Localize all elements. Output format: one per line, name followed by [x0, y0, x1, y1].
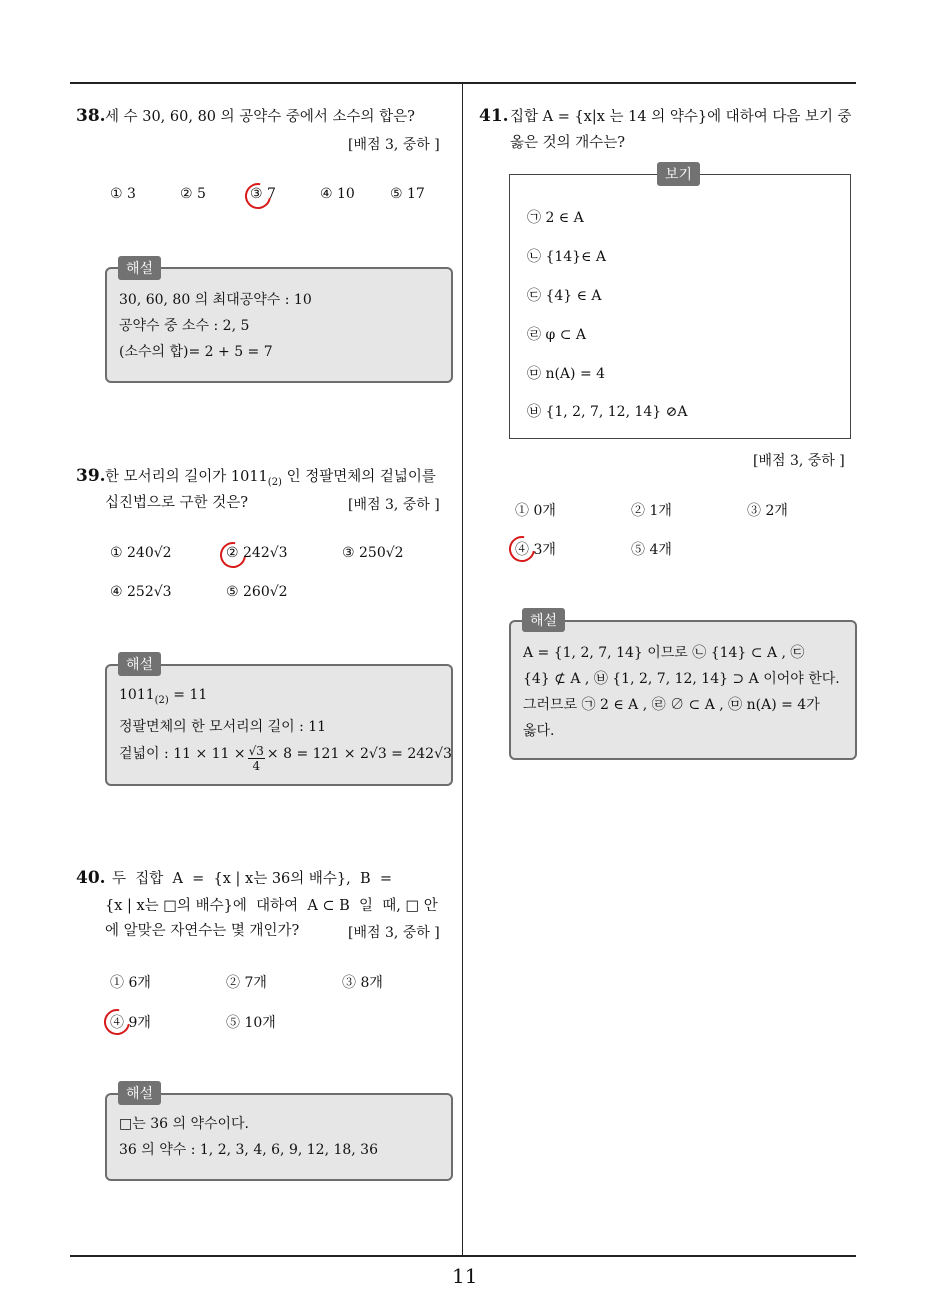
- subscript: (2): [154, 694, 169, 706]
- bogi-item: ㉢ {4} ∈ A: [527, 288, 602, 304]
- solution-box: [105, 267, 453, 383]
- bogi-item: ㉤ n(A) = 4: [527, 366, 606, 382]
- option-3[interactable]: ③ 2개: [747, 503, 788, 519]
- solution-line: 정팔면체의 한 모서리의 길이 : 11: [119, 718, 327, 735]
- solution-line: [119, 740, 452, 773]
- answer-mark-circle: [215, 537, 251, 573]
- question-number: 40.: [76, 868, 106, 888]
- option-5[interactable]: ⑤ 260√2: [226, 584, 288, 600]
- option-5[interactable]: ⑤ 17: [390, 186, 425, 202]
- solution-line: {4} ⊄ A , ㉥ {1, 2, 7, 12, 14} ⊃ A 이어야 한다.: [523, 671, 840, 687]
- question-text-line3: 에 알맞은 자연수는 몇 개인가?: [105, 923, 300, 939]
- solution-tag: 해설: [522, 608, 565, 632]
- solution-text: 겉넓이 : 11 × 11 ×: [119, 746, 246, 763]
- bogi-item: ㉠ 2 ∈ A: [527, 210, 584, 226]
- option-2[interactable]: ② 242√3: [226, 545, 288, 561]
- question-number: 41.: [479, 106, 509, 126]
- solution-line: [119, 682, 452, 714]
- option-1[interactable]: ① 6개: [110, 975, 151, 991]
- answer-mark-circle: [240, 178, 276, 214]
- question-text-part: 인 정팔면체의 겉넓이를: [281, 469, 436, 485]
- solution-text: × 8 = 121 × 2√3 = 242√3: [266, 746, 452, 763]
- score-meta: [배점 3, 중하 ]: [753, 453, 845, 469]
- question-text-part: 한 모서리의 길이가 1011: [105, 469, 268, 485]
- question-text-line2: {x | x는 □의 배수}에 대하여 A ⊂ B 일 때, □ 안: [105, 898, 438, 914]
- solution-line: A = {1, 2, 7, 14} 이므로 ㉡ {14} ⊂ A , ㉢: [523, 645, 805, 661]
- question-number: 38.: [76, 106, 106, 126]
- solution-box: [105, 664, 453, 786]
- score-meta: [배점 3, 중하 ]: [348, 497, 440, 513]
- option-3[interactable]: ③ 7: [250, 186, 276, 202]
- bogi-item: ㉡ {14}∈ A: [527, 249, 607, 265]
- solution-tag: 해설: [118, 652, 161, 676]
- column-divider: [462, 82, 463, 1256]
- question-text-line2: 옳은 것의 개수는?: [510, 135, 626, 151]
- solution-line: 옳다.: [523, 723, 555, 739]
- question-text-line2: 십진법으로 구한 것은?: [105, 495, 249, 511]
- bogi-item: ㉣ φ ⊂ A: [527, 327, 586, 343]
- solution-line: □는 36 의 약수이다.: [119, 1116, 249, 1132]
- solution-line: 그러므로 ㉠ 2 ∈ A , ㉣ ∅ ⊂ A , ㉤ n(A) = 4가: [523, 697, 820, 713]
- option-3[interactable]: ③ 250√2: [342, 545, 404, 561]
- solution-text: 1011: [119, 687, 155, 703]
- option-3[interactable]: ③ 8개: [342, 975, 383, 991]
- solution-box: [509, 620, 857, 760]
- option-2[interactable]: ② 7개: [226, 975, 267, 991]
- question-text-line1: 집합 A = {x|x 는 14 의 약수}에 대하여 다음 보기 중: [510, 109, 852, 125]
- fraction-numerator: √3: [248, 743, 264, 758]
- solution-text: = 11: [168, 687, 208, 703]
- option-5[interactable]: ⑤ 4개: [631, 542, 672, 558]
- option-1[interactable]: ① 240√2: [110, 545, 172, 561]
- solution-tag: 해설: [118, 256, 161, 280]
- bogi-tag: 보기: [657, 162, 700, 186]
- solution-box: [105, 1093, 453, 1181]
- page-number: 11: [452, 1264, 478, 1288]
- option-1[interactable]: ① 0개: [515, 503, 556, 519]
- score-meta: [배점 3, 중하 ]: [348, 925, 440, 941]
- solution-line: (소수의 합)= 2 + 5 = 7: [119, 344, 273, 360]
- fraction-denominator: 4: [252, 758, 261, 773]
- option-4[interactable]: ④ 252√3: [110, 584, 172, 600]
- bogi-item: ㉥ {1, 2, 7, 12, 14} ⊘A: [527, 404, 688, 420]
- option-4[interactable]: ④ 10: [320, 186, 355, 202]
- option-4[interactable]: ④ 3개: [515, 542, 556, 558]
- question-text-line1: 두 집합 A = {x | x는 36의 배수}, B =: [112, 871, 392, 887]
- question-number: 39.: [76, 466, 106, 486]
- answer-mark-circle: [504, 531, 540, 567]
- option-5[interactable]: ⑤ 10개: [226, 1015, 276, 1031]
- fraction: [248, 744, 265, 773]
- question-text: 세 수 30, 60, 80 의 공약수 중에서 소수의 합은?: [105, 109, 415, 125]
- score-meta: [배점 3, 중하 ]: [348, 137, 440, 153]
- option-1[interactable]: ① 3: [110, 186, 136, 202]
- option-4[interactable]: ④ 9개: [110, 1015, 151, 1031]
- solution-tag: 해설: [118, 1081, 161, 1105]
- answer-mark-circle: [99, 1004, 135, 1040]
- bottom-rule: [70, 1255, 856, 1257]
- option-2[interactable]: ② 5: [180, 186, 206, 202]
- subscript: (2): [267, 476, 282, 488]
- solution-line: 30, 60, 80 의 최대공약수 : 10: [119, 292, 312, 308]
- solution-line: 36 의 약수 : 1, 2, 3, 4, 6, 9, 12, 18, 36: [119, 1142, 378, 1158]
- option-2[interactable]: ② 1개: [631, 503, 672, 519]
- solution-line: 공약수 중 소수 : 2, 5: [119, 318, 250, 334]
